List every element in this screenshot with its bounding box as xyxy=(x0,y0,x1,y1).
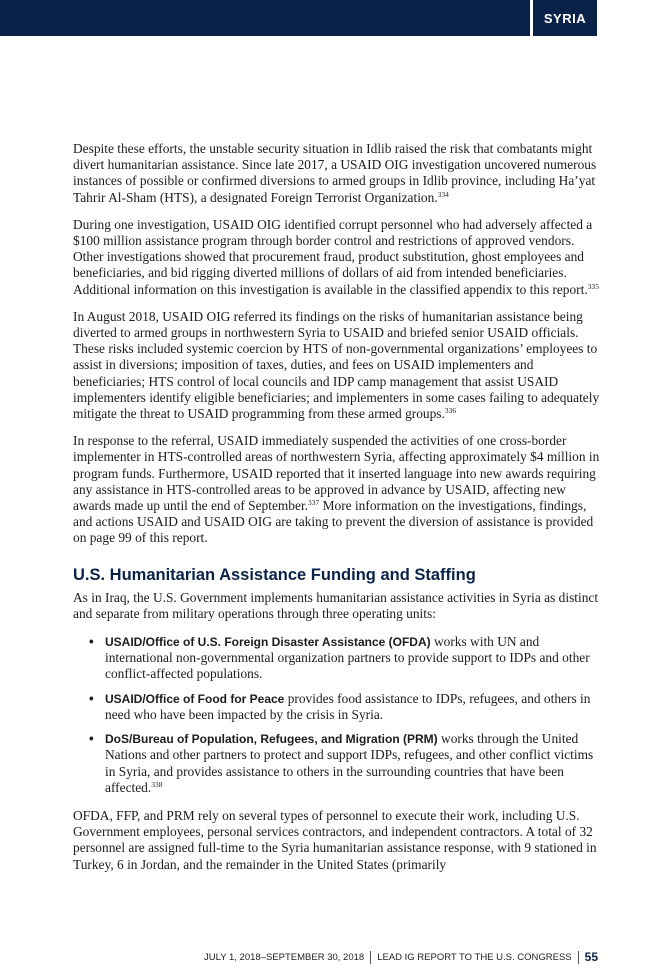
bullet-marker: • xyxy=(89,731,94,747)
bullet-lead: DoS/Bureau of Population, Refugees, and Migration (PRM) xyxy=(105,732,438,747)
bullet-marker: • xyxy=(89,634,94,650)
footnote-ref: 335 xyxy=(587,281,599,291)
paragraph-text: During one investigation, USAID OIG identified corrupt personnel who had adversely affected a $100 million assistance program through border control and restrictions of approved vendors. Other investigations showed that procurement fraud, product substitution, ghost employees and beneficiaries, and bid rigging diverted millions of dollars of aid from intended beneficiaries. Additional information on this investigation is available in the classified appendix to this report. xyxy=(73,216,593,297)
footer-divider xyxy=(370,951,371,964)
footer-divider xyxy=(578,951,579,964)
footer-report-title: LEAD IG REPORT TO THE U.S. CONGRESS xyxy=(377,951,572,963)
paragraph-text: In August 2018, USAID OIG referred its findings on the risks of humanitarian assistance being diverted to armed groups in northwestern Syria to USAID and briefed senior USAID officials. These risks included systemic coercion by HTS of non-governmental organizations’ employees to assist in diversions; imposition of taxes, duties, and fees on USAID implementers and beneficiaries; HTS control of local councils and IDP camp management that assist USAID implementers identify eligible beneficiaries; and implementers in some cases failing to adequately mitigate the threat to USAID programming from these armed groups. xyxy=(73,308,600,422)
section-tab-syria xyxy=(533,0,597,36)
bullet-text: works through the United Nations and other partners to protect and support IDPs, refugees, and other conflict victims in Syria, and provides assistance to others in the surrounding countries that have been affected. xyxy=(105,731,594,795)
bullet-text: provides food assistance to IDPs, refugees, and others in need who have been impacted by the crisis in Syria. xyxy=(105,690,591,722)
section-heading: U.S. Humanitarian Assistance Funding and Staffing xyxy=(73,565,476,584)
section-intro: As in Iraq, the U.S. Government implements humanitarian assistance activities in Syria as distinct and separate from military operations through three operating units: xyxy=(73,589,599,621)
page-content xyxy=(73,141,603,884)
paragraph-4 xyxy=(73,433,603,546)
list-item xyxy=(89,731,603,796)
bullet-marker: • xyxy=(89,690,94,706)
bullet-lead: USAID/Office of Food for Peace xyxy=(105,691,285,706)
bullet-lead: USAID/Office of U.S. Foreign Disaster Assistance (OFDA) xyxy=(105,635,431,650)
footnote-ref: 336 xyxy=(444,406,457,416)
footnote-ref: 334 xyxy=(437,189,449,199)
paragraph-text: More information on the investigations, findings, and actions USAID and USAID OIG are taking to prevent the diversion of assistance is provided on page 99 of this report. xyxy=(73,498,594,546)
operating-units-list xyxy=(73,634,603,796)
paragraph-1 xyxy=(73,141,603,206)
header-bar xyxy=(0,0,530,36)
closing-paragraph: OFDA, FFP, and PRM rely on several types of personnel to execute their work, including U.S. Government employees, personal services contractors, and independent contractors. A total of 32 personnel are assigned full-time to the Syria humanitarian assistance response, with 9 stationed in Turkey, 6 in Jordan, and the remainder in the United States (primarily xyxy=(73,807,597,872)
page-number: 55 xyxy=(584,950,598,964)
footnote-ref: 338 xyxy=(151,779,163,789)
footnote-ref: 337 xyxy=(308,498,320,508)
page-footer xyxy=(204,950,598,964)
paragraph-2 xyxy=(73,217,603,298)
footer-dates: JULY 1, 2018–SEPTEMBER 30, 2018 xyxy=(204,951,365,963)
paragraph-text: In response to the referral, USAID immediately suspended the activities of one cross-border implementer in HTS-controlled areas of northwestern Syria, affecting approximately $4 million in program funds. Furthermore, USAID reported that it inserted language into new awards requiring any assistance in HTS-controlled areas to be approved in advance by USAID, affecting new awards made up until the end of September. xyxy=(73,433,600,514)
list-item xyxy=(89,634,603,683)
bullet-text: works with UN and international non-governmental organization partners to provide support to IDPs and other conflict-affected populations. xyxy=(105,634,590,682)
list-item xyxy=(89,690,603,723)
paragraph-text: Despite these efforts, the unstable security situation in Idlib raised the risk that combatants might divert humanitarian assistance. Since late 2017, a USAID OIG investigation uncovered numerous instances of possible or confirmed diversions to armed groups in Idlib province, including Ha’yat Tahrir Al-Sham (HTS), a designated Foreign Terrorist Organization. xyxy=(73,141,597,205)
paragraph-3 xyxy=(73,309,603,422)
section-tab-label: SYRIA xyxy=(543,10,587,26)
